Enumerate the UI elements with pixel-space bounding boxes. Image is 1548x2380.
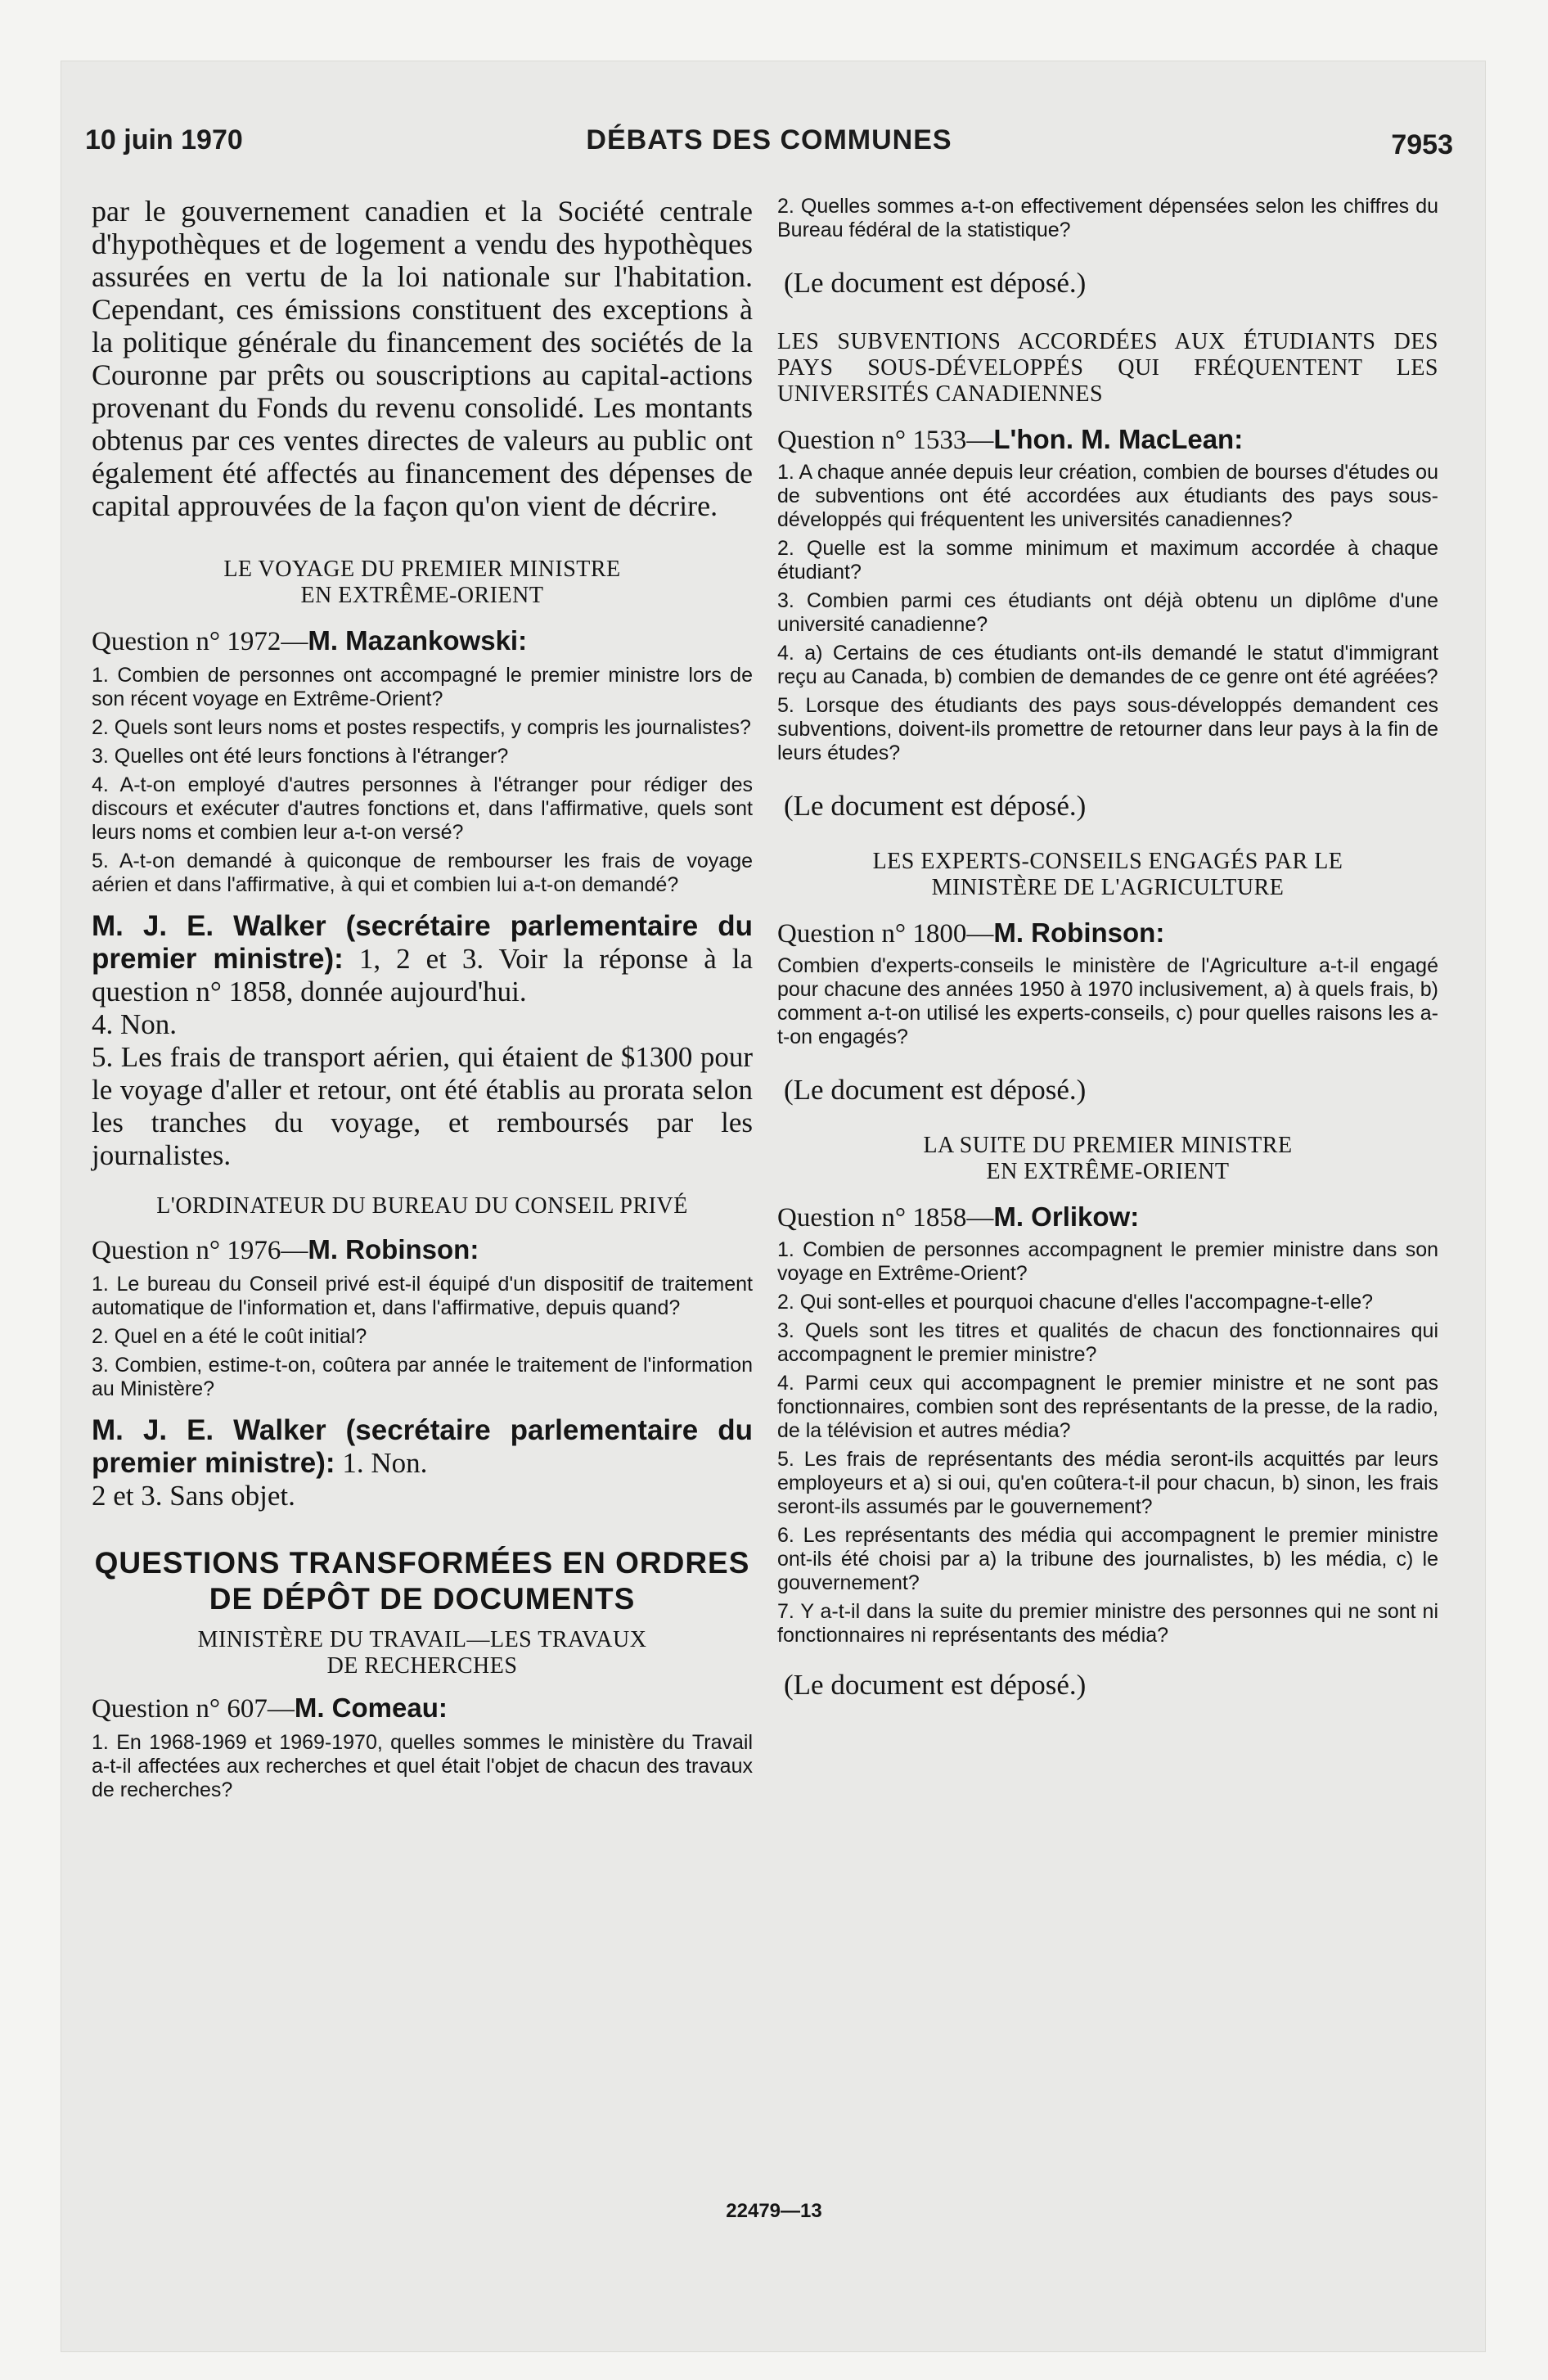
answer-item: 4. Non. [92,1008,178,1040]
list-item: 4. a) Certains de ces étudiants ont-ils demandé le statut d'immigrant reçu au Canada, b) combien de demandes de ce genre ont été agréées? [777,642,1438,688]
list-item: 5. A-t-on demandé à quiconque de rembourser les frais de voyage aérien et dans l'affirmative, à qui et combien lui a-t-on demandé? [92,850,753,896]
answer-walker-1: M. J. E. Walker (secrétaire parlementaire du premier ministre): 1, 2 et 3. Voir la réponse à la question n° 1858, donnée aujourd'hui. [92,910,753,1007]
list-item: 2. Quelles sommes a-t-on effectivement dépensées selon les chiffres du Bureau fédéral de la statistique? [777,195,1438,241]
deposit-note: (Le document est déposé.) [784,790,1087,822]
question-1858: Question n° 1858—M. Orlikow: [777,1201,1140,1233]
intro-paragraph: par le gouvernement canadien et la Société centrale d'hypothèques et de logement a vendu des hypothèques assurées en vertu de la loi nationale sur l'habitation. Cependant, ces émissions constituent des exceptions à la politique générale du financement des sociétés de la Couronne par prêts ou souscriptions au capital-actions provenant du Fonds du revenu consolidé. Les montants obtenus par ces ventes directes de valeurs au public ont également été affectés au financement des dépenses de capital approuvées de la façon qu'on vient de décrire. [92,195,753,522]
question-1533: Question n° 1533—L'hon. M. MacLean: [777,424,1244,455]
list-item: 1. Le bureau du Conseil privé est-il équipé d'un dispositif de traitement automatique de l'information et, dans l'affirmative, depuis quand? [92,1273,753,1319]
list-item: 1. En 1968-1969 et 1969-1970, quelles sommes le ministère du Travail a-t-il affectées aux recherches et quel était l'objet de chacun des travaux de recherches? [92,1731,753,1801]
list-item: 1. Combien de personnes accompagnent le premier ministre dans son voyage en Extrême-Orient? [777,1238,1438,1285]
answer-item: 2 et 3. Sans objet. [92,1480,295,1512]
section-title-experts: LES EXPERTS-CONSEILS ENGAGÉS PAR LE MINISTÈRE DE L'AGRICULTURE [872,849,1343,900]
question-1976: Question n° 1976—M. Robinson: [92,1234,479,1265]
list-item: 2. Quels sont leurs noms et postes respectifs, y compris les journalistes? [92,716,751,739]
list-item: 2. Quel en a été le coût initial? [92,1325,367,1348]
list-item: 2. Qui sont-elles et pourquoi chacune d'elles l'accompagne-t-elle? [777,1291,1374,1314]
list-item: 3. Quelles ont été leurs fonctions à l'étranger? [92,745,509,768]
page-number: 7953 [1391,129,1453,160]
left-column [92,195,753,1802]
list-item: 2. Quelle est la somme minimum et maximum accordée à chaque étudiant? [777,537,1438,584]
deposit-note: (Le document est déposé.) [784,267,1087,299]
list-item: 5. Les frais de représentants des média seront-ils acquittés par leurs employeurs et a) si oui, qu'en coûtera-t-il pour chacun, b) sinon, les frais seront-ils assumés par le gouvernement? [777,1448,1438,1518]
section-title-ordinateur: L'ORDINATEUR DU BUREAU DU CONSEIL PRIVÉ [156,1193,688,1219]
list-item: 1. Combien de personnes ont accompagné le premier ministre lors de son récent voyage en Extrême-Orient? [92,664,753,710]
list-item: 3. Quels sont les titres et qualités de chacun des fonctionnaires qui accompagnent le premier ministre? [777,1319,1438,1366]
list-item: 1. A chaque année depuis leur création, combien de bourses d'études ou de subventions ont été accordées aux étudiants des pays sous-développés qui fréquentent les universités canadiennes? [777,461,1438,531]
header-title: DÉBATS DES COMMUNES [586,124,952,156]
list-item: 3. Combien, estime-t-on, coûtera par année le traitement de l'information au Ministère? [92,1354,753,1400]
question-1972: Question n° 1972—M. Mazankowski: [92,625,528,656]
answer-item: 5. Les frais de transport aérien, qui étaient de $1300 pour le voyage d'aller et retour, ont été établis au prorata selon les tranches du voyage, et remboursés par les journalistes. [92,1041,753,1171]
deposit-note: (Le document est déposé.) [784,1669,1087,1701]
list-item: 3. Combien parmi ces étudiants ont déjà obtenu un diplôme d'une université canadienne? [777,589,1438,636]
section-title-subventions: LES SUBVENTIONS ACCORDÉES AUX ÉTUDIANTS DES PAYS SOUS-DÉVELOPPÉS QUI FRÉQUENTENT LES UNIVERSITÉS CANADIENNES [777,329,1438,407]
question-607: Question n° 607—M. Comeau: [92,1693,448,1724]
section-title-travail: MINISTÈRE DU TRAVAIL—LES TRAVAUX DE RECHERCHES [197,1627,647,1679]
answer-walker-2: M. J. E. Walker (secrétaire parlementaire du premier ministre): 1. Non. [92,1414,753,1479]
list-item: 7. Y a-t-il dans la suite du premier ministre des personnes qui ne sont ni fonctionnaires ni représentants des média? [777,1600,1438,1647]
deposit-note: (Le document est déposé.) [784,1074,1087,1106]
right-column [777,195,1438,1702]
list-item: 4. Parmi ceux qui accompagnent le premier ministre et ne sont pas fonctionnaires, combien sont des représentants de la presse, de la radio, de la télévision et autres média? [777,1372,1438,1442]
question-1800: Question n° 1800—M. Robinson: [777,917,1165,949]
section-title-voyage: LE VOYAGE DU PREMIER MINISTRE EN EXTRÊME-ORIENT [223,557,621,608]
list-item: 5. Lorsque des étudiants des pays sous-développés demandent ces subventions, doivent-ils promettre de retourner dans leur pays à la fin de leurs études? [777,694,1438,764]
list-item: 4. A-t-on employé d'autres personnes à l'étranger pour rédiger des discours et exécuter d'autres fonctions et, dans l'affirmative, quels sont leurs noms et combien leur a-t-on versé? [92,773,753,844]
section-title-suite: LA SUITE DU PREMIER MINISTRE EN EXTRÊME-ORIENT [923,1133,1293,1184]
page-footer-signature: 22479—13 [726,2200,822,2222]
header-date: 10 juin 1970 [85,124,243,156]
list-item: 6. Les représentants des média qui accompagnent le premier ministre ont-ils été choisi par a) la tribune des journalistes, b) les média, c) le gouvernement? [777,1524,1438,1594]
major-heading: QUESTIONS TRANSFORMÉES EN ORDRES DE DÉPÔT DE DOCUMENTS [94,1546,750,1616]
list-item: Combien d'experts-conseils le ministère de l'Agriculture a-t-il engagé pour chacune des années 1950 à 1970 inclusivement, a) à quels frais, b) comment a-t-on utilisé les experts-conseils, c) pour quelles raisons les a-t-on engagés? [777,954,1438,1048]
page-header [85,124,1453,174]
